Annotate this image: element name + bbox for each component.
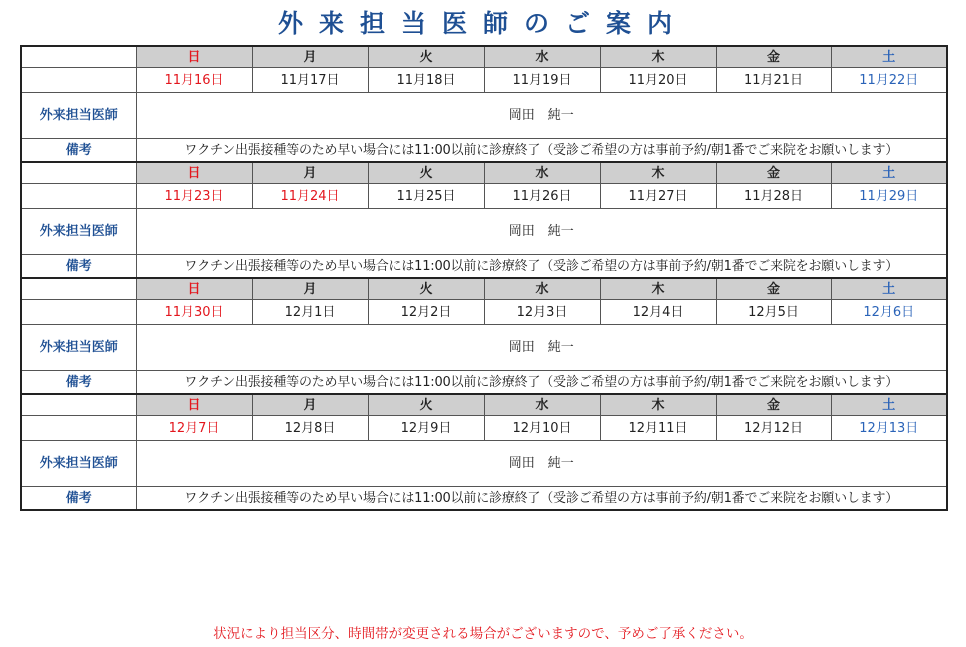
note-row-label: 備考 — [21, 487, 136, 511]
weekday-cell: 火 — [368, 162, 484, 184]
weekday-cell: 日 — [136, 394, 252, 416]
footer-notice: 状況により担当区分、時間帯が変更される場合がございますので、予めご了承ください。 — [213, 626, 753, 642]
page-title: 外来担当医師のご案内 — [277, 9, 688, 38]
note-text: ワクチン出張接種等のため早い場合には11:00以前に診療終了（受診ご希望の方は事前予約/朝1番でご来院をお願いします） — [136, 487, 947, 511]
weekday-cell: 水 — [484, 46, 600, 68]
weekday-cell: 月 — [252, 278, 368, 300]
weekday-cell: 月 — [252, 46, 368, 68]
date-cell: 12月2日 — [368, 300, 484, 325]
date-row — [21, 416, 947, 441]
weekday-cell: 火 — [368, 46, 484, 68]
weekday-cell: 水 — [484, 162, 600, 184]
date-cell: 11月17日 — [252, 68, 368, 93]
doctor-name: 岡田 純一 — [136, 325, 947, 371]
weekday-cell: 水 — [484, 278, 600, 300]
weekday-header-row — [21, 278, 947, 300]
date-row — [21, 68, 947, 93]
weekday-cell: 火 — [368, 278, 484, 300]
weekday-cell: 木 — [600, 394, 716, 416]
doctor-row — [21, 441, 947, 487]
date-cell: 11月28日 — [716, 184, 831, 209]
weekday-header-row — [21, 394, 947, 416]
doctor-row-label: 外来担当医師 — [21, 93, 136, 139]
date-cell: 11月27日 — [600, 184, 716, 209]
weekday-cell: 金 — [716, 394, 831, 416]
schedule-table — [20, 45, 948, 511]
date-cell: 12月10日 — [484, 416, 600, 441]
weekday-cell: 土 — [831, 46, 947, 68]
note-row-label: 備考 — [21, 255, 136, 279]
date-cell: 11月24日 — [252, 184, 368, 209]
note-text: ワクチン出張接種等のため早い場合には11:00以前に診療終了（受診ご希望の方は事前予約/朝1番でご来院をお願いします） — [136, 139, 947, 163]
note-text: ワクチン出張接種等のため早い場合には11:00以前に診療終了（受診ご希望の方は事前予約/朝1番でご来院をお願いします） — [136, 371, 947, 395]
date-cell: 12月11日 — [600, 416, 716, 441]
date-cell: 12月12日 — [716, 416, 831, 441]
doctor-row — [21, 209, 947, 255]
doctor-row-label: 外来担当医師 — [21, 441, 136, 487]
date-cell: 12月13日 — [831, 416, 947, 441]
weekday-cell: 月 — [252, 162, 368, 184]
date-cell: 12月3日 — [484, 300, 600, 325]
note-text: ワクチン出張接種等のため早い場合には11:00以前に診療終了（受診ご希望の方は事前予約/朝1番でご来院をお願いします） — [136, 255, 947, 279]
weekday-cell: 土 — [831, 278, 947, 300]
date-cell: 12月6日 — [831, 300, 947, 325]
weekday-header-row — [21, 46, 947, 68]
doctor-row — [21, 325, 947, 371]
doctor-row — [21, 93, 947, 139]
header-corner-cell — [21, 394, 136, 416]
note-row — [21, 255, 947, 279]
date-cell: 11月22日 — [831, 68, 947, 93]
date-cell: 12月8日 — [252, 416, 368, 441]
doctor-row-label: 外来担当医師 — [21, 209, 136, 255]
weekday-cell: 水 — [484, 394, 600, 416]
date-cell: 12月9日 — [368, 416, 484, 441]
weekday-cell: 金 — [716, 46, 831, 68]
note-row — [21, 487, 947, 511]
date-row-label-cell — [21, 300, 136, 325]
date-row — [21, 300, 947, 325]
weekday-cell: 土 — [831, 394, 947, 416]
weekday-header-row — [21, 162, 947, 184]
date-row-label-cell — [21, 184, 136, 209]
doctor-name: 岡田 純一 — [136, 93, 947, 139]
weekday-cell: 木 — [600, 46, 716, 68]
note-row-label: 備考 — [21, 139, 136, 163]
date-cell: 11月16日 — [136, 68, 252, 93]
date-row-label-cell — [21, 416, 136, 441]
date-cell: 11月18日 — [368, 68, 484, 93]
date-row — [21, 184, 947, 209]
weekday-cell: 土 — [831, 162, 947, 184]
date-cell: 12月7日 — [136, 416, 252, 441]
date-cell: 11月19日 — [484, 68, 600, 93]
doctor-name: 岡田 純一 — [136, 209, 947, 255]
doctor-row-label: 外来担当医師 — [21, 325, 136, 371]
note-row — [21, 371, 947, 395]
weekday-cell: 金 — [716, 278, 831, 300]
doctor-name: 岡田 純一 — [136, 441, 947, 487]
note-row — [21, 139, 947, 163]
header-corner-cell — [21, 278, 136, 300]
weekday-cell: 月 — [252, 394, 368, 416]
header-corner-cell — [21, 162, 136, 184]
header-corner-cell — [21, 46, 136, 68]
weekday-cell: 日 — [136, 46, 252, 68]
date-cell: 11月21日 — [716, 68, 831, 93]
date-cell: 12月4日 — [600, 300, 716, 325]
weekday-cell: 木 — [600, 278, 716, 300]
date-cell: 11月20日 — [600, 68, 716, 93]
note-row-label: 備考 — [21, 371, 136, 395]
weekday-cell: 日 — [136, 162, 252, 184]
weekday-cell: 金 — [716, 162, 831, 184]
date-cell: 11月30日 — [136, 300, 252, 325]
weekday-cell: 木 — [600, 162, 716, 184]
weekday-cell: 日 — [136, 278, 252, 300]
date-cell: 11月23日 — [136, 184, 252, 209]
date-cell: 12月1日 — [252, 300, 368, 325]
date-cell: 11月29日 — [831, 184, 947, 209]
date-cell: 11月25日 — [368, 184, 484, 209]
date-cell: 11月26日 — [484, 184, 600, 209]
weekday-cell: 火 — [368, 394, 484, 416]
date-cell: 12月5日 — [716, 300, 831, 325]
date-row-label-cell — [21, 68, 136, 93]
